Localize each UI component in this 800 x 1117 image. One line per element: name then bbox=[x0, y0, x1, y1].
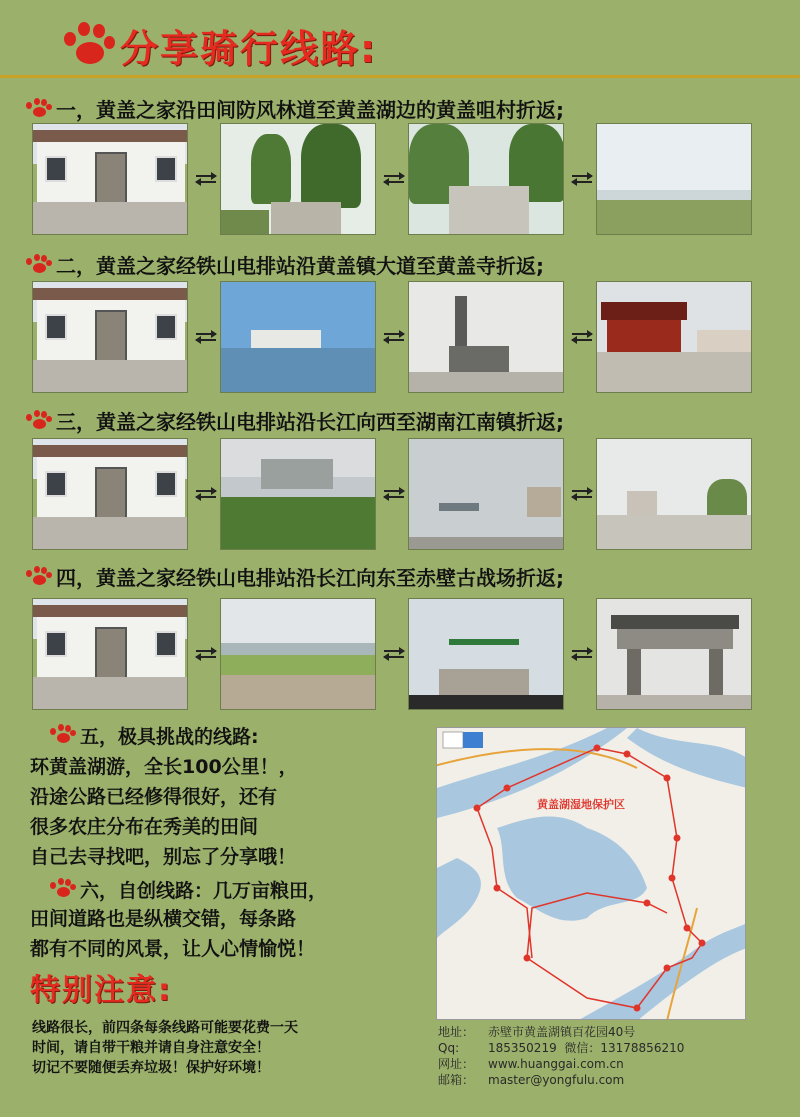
route-5-heading: 五，极具挑战的线路: bbox=[80, 726, 259, 748]
address-value: 赤壁市黄盖湖镇百花园40号 bbox=[488, 1025, 636, 1039]
route-2-photos bbox=[32, 281, 772, 393]
notice-text bbox=[32, 1018, 298, 1078]
paw-icon bbox=[50, 878, 76, 898]
paw-icon bbox=[26, 410, 52, 430]
qq-label: Qq: bbox=[438, 1041, 460, 1055]
text-line: 环黄盖湖游，全长100公里！， bbox=[30, 756, 298, 778]
double-arrow-icon bbox=[570, 331, 594, 343]
photo-bicycle-river bbox=[220, 598, 376, 710]
double-arrow-icon bbox=[382, 488, 406, 500]
text-line: 田间道路也是纵横交错，每条路 bbox=[30, 908, 297, 930]
photo-pump-station bbox=[220, 281, 376, 393]
photo-country-road bbox=[408, 598, 564, 710]
route-5-text bbox=[30, 752, 298, 872]
text-line: 时间，请自带干粮并请自身注意安全！ bbox=[32, 1040, 270, 1056]
photo-temple bbox=[596, 281, 752, 393]
address-label: 地址： bbox=[438, 1025, 475, 1039]
text-line: 很多农庄分布在秀美的田间 bbox=[30, 816, 259, 838]
photo-house bbox=[32, 281, 188, 393]
double-arrow-icon bbox=[194, 331, 218, 343]
web-value[interactable]: www.huanggai.com.cn bbox=[488, 1057, 624, 1071]
paw-icon bbox=[26, 98, 52, 118]
text-line: 自己去寻找吧，别忘了分享哦！ bbox=[30, 846, 297, 868]
wechat-value: 13178856210 bbox=[600, 1041, 685, 1055]
photo-river-station bbox=[220, 438, 376, 550]
photo-house bbox=[32, 123, 188, 235]
route-3-title: 三，黄盖之家经铁山电排站沿长江向西至湖南江南镇折返; bbox=[56, 410, 564, 434]
text-line: 沿途公路已经修得很好，还有 bbox=[30, 786, 278, 808]
map-canvas bbox=[437, 728, 746, 1020]
paw-icon bbox=[62, 22, 116, 66]
page-title: 分享骑行线路: bbox=[120, 27, 378, 71]
double-arrow-icon bbox=[570, 173, 594, 185]
double-arrow-icon bbox=[382, 173, 406, 185]
route-3-photos bbox=[32, 438, 772, 550]
web-label: 网址： bbox=[438, 1057, 475, 1071]
contact-info bbox=[438, 1024, 684, 1088]
double-arrow-icon bbox=[194, 173, 218, 185]
qq-value: 185350219 bbox=[488, 1041, 557, 1055]
double-arrow-icon bbox=[570, 488, 594, 500]
double-arrow-icon bbox=[382, 648, 406, 660]
route-4-photos bbox=[32, 598, 772, 710]
photo-house bbox=[32, 598, 188, 710]
text-line: 线路很长，前四条每条线路可能要花费一天 bbox=[32, 1020, 298, 1036]
paw-icon bbox=[26, 254, 52, 274]
photo-yangtze-ship bbox=[408, 438, 564, 550]
map-label: 黄盖湖湿地保护区 bbox=[537, 798, 625, 811]
double-arrow-icon bbox=[194, 648, 218, 660]
double-arrow-icon bbox=[570, 648, 594, 660]
text-line: 切记不要随便丢弃垃圾！保护好环境！ bbox=[32, 1060, 270, 1076]
route-2-title: 二，黄盖之家经铁山电排站沿黄盖镇大道至黄盖寺折返; bbox=[56, 254, 544, 278]
notice-heading: 特别注意: bbox=[30, 973, 172, 1008]
text-line: 都有不同的风景，让人心情愉悦！ bbox=[30, 938, 316, 960]
email-value[interactable]: master@yongfulu.com bbox=[488, 1073, 625, 1087]
route-4-title: 四，黄盖之家经铁山电排站沿长江向东至赤壁古战场折返; bbox=[56, 566, 564, 590]
route-6-heading: 六，自创线路：几万亩粮田， bbox=[80, 880, 328, 902]
route-6-text bbox=[30, 904, 315, 964]
route-1-photos bbox=[32, 123, 772, 235]
paw-icon bbox=[26, 566, 52, 586]
double-arrow-icon bbox=[382, 331, 406, 343]
wechat-label: 微信： bbox=[564, 1041, 601, 1055]
photo-tree-lane bbox=[220, 123, 376, 235]
paw-icon bbox=[50, 724, 76, 744]
header bbox=[0, 0, 800, 78]
double-arrow-icon bbox=[194, 488, 218, 500]
email-label: 邮箱： bbox=[438, 1073, 475, 1087]
photo-lakeside bbox=[596, 123, 752, 235]
photo-town-road bbox=[596, 438, 752, 550]
route-map[interactable] bbox=[436, 727, 746, 1020]
photo-statue bbox=[408, 281, 564, 393]
route-1-title: 一，黄盖之家沿田间防风林道至黄盖湖边的黄盖咀村折返; bbox=[56, 98, 564, 122]
photo-house bbox=[32, 438, 188, 550]
photo-red-cliff-gate bbox=[596, 598, 752, 710]
photo-forest-road bbox=[408, 123, 564, 235]
